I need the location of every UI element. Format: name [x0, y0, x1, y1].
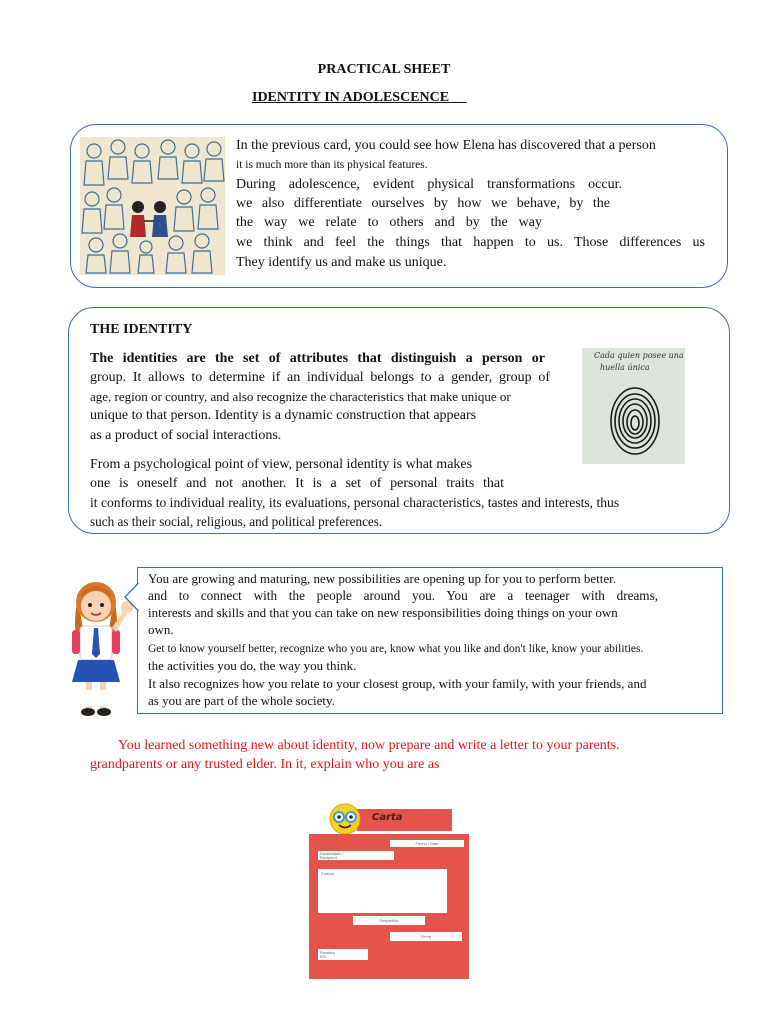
intro-line: we think and feel the things that happen to us. Those differences us — [236, 235, 705, 250]
body-label: Cuerpo — [321, 871, 335, 876]
growing-line: Get to know yourself better, recognize who you are, know what you like and don't like, know your abilities. — [148, 643, 644, 655]
intro-line: They identify us and make us unique. — [236, 255, 447, 270]
letter-farewell-field[interactable]: Despedida — [353, 916, 425, 925]
letter-body-field[interactable] — [318, 869, 447, 913]
growing-line: the activities you do, the way you think. — [148, 658, 357, 673]
growing-line: It also recognizes how you relate to your closest group, with your family, with your friends, and — [148, 676, 647, 691]
fingerprint-icon — [607, 383, 663, 459]
growing-line: own. — [148, 622, 174, 637]
identity-heading: THE IDENTITY — [90, 322, 193, 337]
letter-date-field[interactable]: Fecha / Date — [390, 840, 464, 847]
identity-line: From a psychological point of view, personal identity is what makes — [90, 457, 473, 472]
identity-line: group. It allows to determine if an individual belongs to a gender, group of — [90, 370, 550, 385]
letter-signature-field[interactable]: Firma — [390, 932, 462, 941]
task-instruction: grandparents or any trusted elder. In it, explain who you are as — [90, 757, 440, 772]
growing-line: interests and skills and that you can take on new responsibilities doing things on your own — [148, 605, 618, 620]
identity-line: unique to that person. Identity is a dynamic construction that appears — [90, 408, 477, 423]
page-subtitle: IDENTITY IN ADOLESCENCE — [252, 90, 450, 105]
letter-tab-label: Carta — [372, 812, 403, 823]
growing-line: You are growing and maturing, new possibilities are opening up for you to perform better. — [148, 571, 617, 586]
identity-line: The identities are the set of attributes that distinguish a person or — [90, 351, 545, 366]
identity-line: such as their social, religious, and political preferences. — [90, 514, 383, 529]
task-instruction: You learned something new about identity, now prepare and write a letter to your parents. — [118, 738, 620, 753]
fingerprint-caption: Cada quien posee una — [594, 351, 684, 360]
fingerprint-caption: huella única — [600, 363, 650, 372]
speech-pointer — [124, 583, 140, 613]
intro-line: In the previous card, you could see how Elena has discovered that a person — [236, 138, 656, 153]
identity-line: it conforms to individual reality, its evaluations, personal characteristics, tastes and interests, thus — [90, 495, 620, 510]
intro-line: During adolescence, evident physical transformations occur. — [236, 177, 622, 192]
postscript-label: P.S. — [320, 954, 328, 959]
recipient-label: Recipient — [320, 855, 337, 860]
growing-line: as you are part of the whole society. — [148, 693, 335, 708]
identity-line: age, region or country, and also recognize the characteristics that make unique or — [90, 389, 511, 404]
identity-line: one is oneself and not another. It is a set of personal traits that — [90, 476, 504, 491]
intro-line: it is much more than its physical features. — [236, 159, 428, 171]
intro-line: the way we relate to others and by the way — [236, 215, 542, 230]
crowd-sketch-illustration — [80, 137, 225, 275]
nerd-emoji-icon — [329, 803, 361, 835]
letter-recipient-field[interactable] — [318, 851, 394, 860]
identity-line: as a product of social interactions. — [90, 428, 282, 443]
postscript-label: Posdata — [320, 950, 335, 955]
growing-line: and to connect with the people around you. You are a teenager with dreams, — [148, 588, 658, 603]
recipient-label: Destinatario / — [320, 851, 344, 856]
page-title: PRACTICAL SHEET — [317, 62, 451, 77]
intro-line: we also differentiate ourselves by how we behave, by the — [236, 196, 610, 211]
letter-postscript-field[interactable] — [318, 949, 368, 960]
